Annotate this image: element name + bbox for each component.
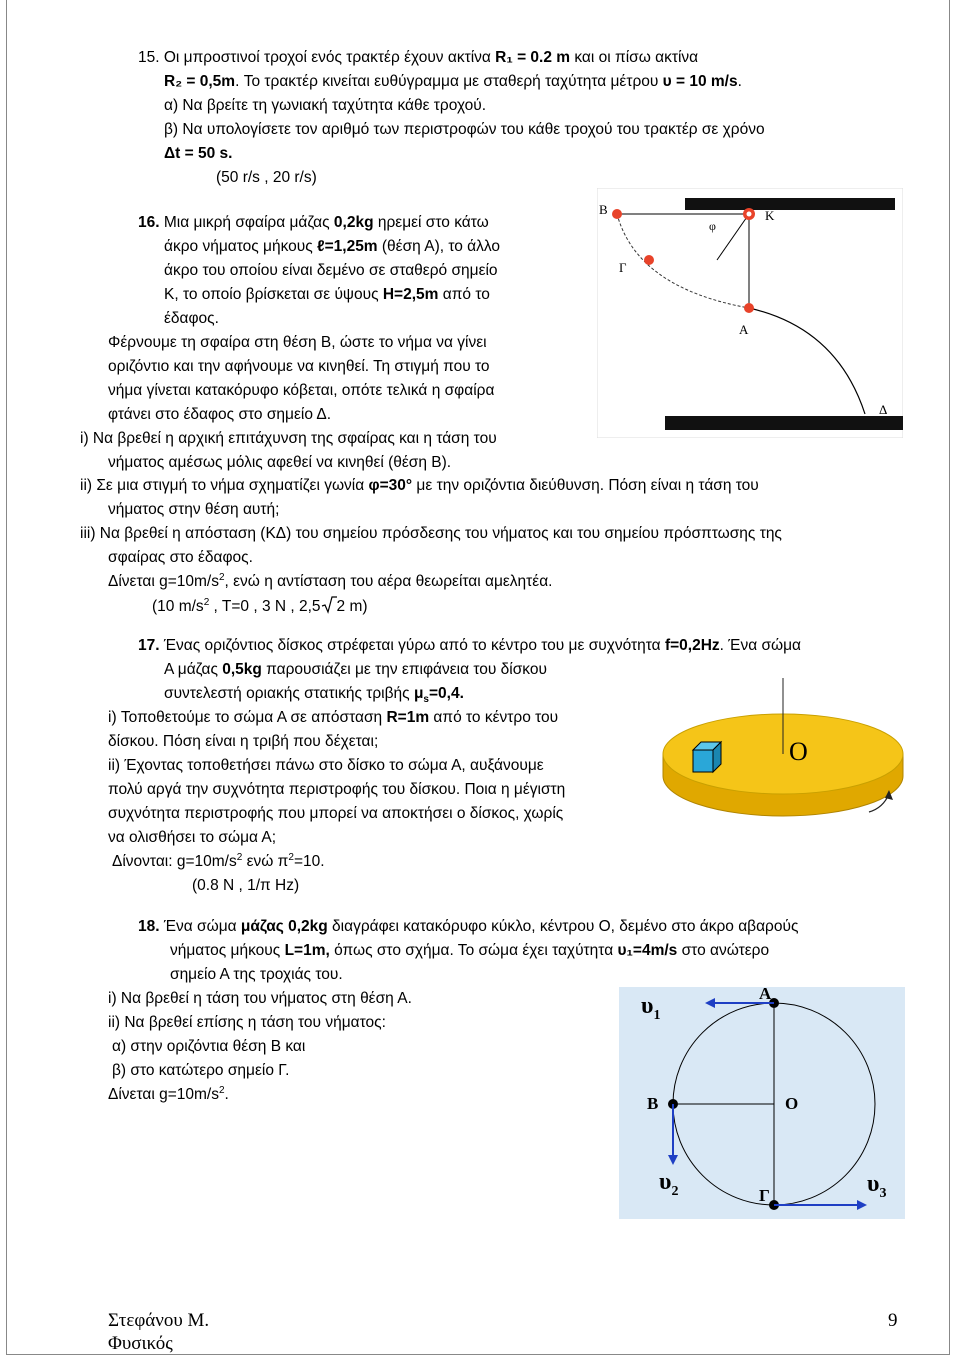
pendulum-figure xyxy=(597,188,903,438)
p16-line-7: οριζόντιο και την αφήνουμε να κινηθεί. Τη στιγμή που το xyxy=(108,358,490,375)
label-o: O xyxy=(789,737,808,766)
p16-line-10: i) Να βρεθεί η αρχική επιτάχυνση της σφαίρας και η τάση του xyxy=(80,430,497,447)
p16-line-4: Κ, το οποίο βρίσκεται σε ύψους Η=2,5m από το xyxy=(164,286,490,303)
p16-line-11: νήματος αμέσως μόλις αφεθεί να κινηθεί (θέση Β). xyxy=(108,454,452,471)
label-g: Γ xyxy=(619,260,627,275)
p17-line-4: i) Τοποθετούμε το σώμα Α σε απόσταση R=1m από το κέντρο του xyxy=(108,709,559,726)
p15-line-4: β) Να υπολογίσετε τον αριθμό των περιστροφών του κάθε τροχού του τρακτέρ σε χρόνο xyxy=(164,121,765,138)
sqrt-icon xyxy=(321,596,337,614)
p17-line-3: συντελεστή οριακής στατικής τριβής $\mu_s=0,4$. xyxy=(164,685,464,706)
p18-line-2: νήματος μήκους L=1m, όπως στο σχήμα. Το σώμα έχει ταχύτητα υ₁=4m/s στο ανώτερο xyxy=(170,942,770,959)
p17-line-5: δίσκου. Πόση είναι η τριβή που δέχεται; xyxy=(108,733,379,750)
ball-b xyxy=(612,209,622,219)
disk-figure xyxy=(657,676,909,836)
p18-line-4: i) Να βρεθεί η τάση του νήματος στη θέση Α. xyxy=(108,990,412,1007)
p18-line-3: σημείο Α της τροχιάς του. xyxy=(170,966,343,983)
label-v2: $\upsilon_2$ xyxy=(659,1169,679,1199)
label-b: B xyxy=(599,202,608,217)
p16-line-13: νήματος στην θέση αυτή; xyxy=(108,501,280,518)
ball-g xyxy=(644,255,654,265)
p16-line-6: Φέρνουμε τη σφαίρα στη θέση Β, ώστε το νήμα να γίνει xyxy=(108,334,487,351)
p15-answer: (50 r/s , 20 r/s) xyxy=(216,169,317,186)
label-v1: $\upsilon_1$ xyxy=(641,993,661,1023)
p18-line-7: β) στο κατώτερο σημείο Γ. xyxy=(112,1062,290,1079)
p17-line-7: πολύ αργά την συχνότητα περιστροφής του δίσκου. Ποια η μέγιστη xyxy=(108,781,566,798)
p16-line-15: σφαίρας στο έδαφος. xyxy=(108,549,253,566)
p18-line-1: 18. Ένα σώμα μάζας 0,2kg διαγράφει κατακόρυφο κύκλο, κέντρου Ο, δεμένο στο άκρο αβαρούς xyxy=(138,918,799,935)
label-phi: φ xyxy=(709,219,716,233)
p18-line-8: Δίνεται $g=10m/s^2$. xyxy=(108,1084,229,1103)
block-front xyxy=(693,750,713,772)
label-b: B xyxy=(647,1094,659,1113)
p16-line-8: νήμα γίνεται κατακόρυφο κόβεται, οπότε τελικά η σφαίρα xyxy=(108,382,495,399)
p15-line-3: α) Να βρείτε τη γωνιακή ταχύτητα κάθε τροχού. xyxy=(164,97,487,114)
label-d: Δ xyxy=(879,402,888,417)
p16-line-1: 16. Μια μικρή σφαίρα μάζας 0,2kg ηρεμεί στο κάτω xyxy=(138,214,489,231)
ceiling xyxy=(685,198,895,210)
p16-line-2: άκρο νήματος μήκους ℓ=1,25m (θέση Α), το άλλο xyxy=(164,238,501,255)
page-number: 9 xyxy=(888,1310,898,1331)
label-k: K xyxy=(765,208,775,223)
p17-answer: (0.8 N , 1/π Hz) xyxy=(192,877,300,894)
label-o: O xyxy=(785,1094,799,1113)
p16-line-12: ii) Σε μια στιγμή το νήμα σχηματίζει γωνία φ=30° με την οριζόντια διεύθυνση. Πόση είναι η τάση του xyxy=(80,477,759,494)
label-a: A xyxy=(759,987,772,1003)
footer-role: Φυσικός xyxy=(108,1333,173,1354)
p18-line-6: α) στην οριζόντια θέση Β και xyxy=(112,1038,306,1055)
p18-line-5: ii) Να βρεθεί επίσης η τάση του νήματος: xyxy=(108,1014,386,1031)
p17-line-9: να ολισθήσει το σώμα Α; xyxy=(108,829,277,846)
p16-line-3: άκρο του οποίου είναι δεμένο σε σταθερό σημείο xyxy=(164,262,498,279)
p16-line-5: έδαφος. xyxy=(164,310,219,327)
label-a: A xyxy=(739,322,749,337)
p16-line-16: Δίνεται $g=10m/s^2$, ενώ η αντίσταση του αέρα θεωρείται αμελητέα. xyxy=(108,571,553,590)
p15-line-1: 15. Οι μπροστινοί τροχοί ενός τρακτέρ έχουν ακτίνα R₁ = 0.2 m και οι πίσω ακτίνα xyxy=(138,49,699,66)
p17-line-8: συχνότητα περιστροφής που μπορεί να αποκτήσει ο δίσκος, χωρίς xyxy=(108,805,564,822)
label-g: Γ xyxy=(759,1186,770,1205)
p17-line-6: ii) Έχοντας τοποθετήσει πάνω στο δίσκο το σώμα Α, αυξάνουμε xyxy=(108,757,544,774)
p16-line-9: φτάνει στο έδαφος στο σημείο Δ. xyxy=(108,406,332,423)
label-v3: $\upsilon_3$ xyxy=(867,1171,887,1201)
ball-a xyxy=(744,303,754,313)
p15-line-5: Δt = 50 s. xyxy=(164,145,233,162)
p17-line-1: 17. Ένας οριζόντιος δίσκος στρέφεται γύρω από το κέντρο του με συχνότητα f=0,2Hz. Ένα σώμα xyxy=(138,637,802,654)
p16-answer: (10 $m/s^2$ , T=0 , 3 N , 2,5 2 m) xyxy=(152,596,368,615)
footer-author: Στεφάνου Μ. xyxy=(108,1310,210,1331)
p15-line-2: R₂ = 0,5m. Το τρακτέρ κινείται ευθύγραμμα με σταθερή ταχύτητα μέτρου υ = 10 m/s. xyxy=(164,73,742,90)
vertical-circle-figure xyxy=(619,987,905,1219)
p17-line-10: Δίνονται: $g=10m/s^2$ ενώ $\pi^2=10$. xyxy=(112,851,325,870)
p16-line-14: iii) Να βρεθεί η απόσταση (ΚΔ) του σημείου πρόσδεσης του νήματος και του σημείου πρόσπτωσης της xyxy=(80,525,782,542)
ground xyxy=(665,416,903,430)
p17-line-2: Α μάζας 0,5kg παρουσιάζει με την επιφάνεια του δίσκου xyxy=(164,661,547,678)
